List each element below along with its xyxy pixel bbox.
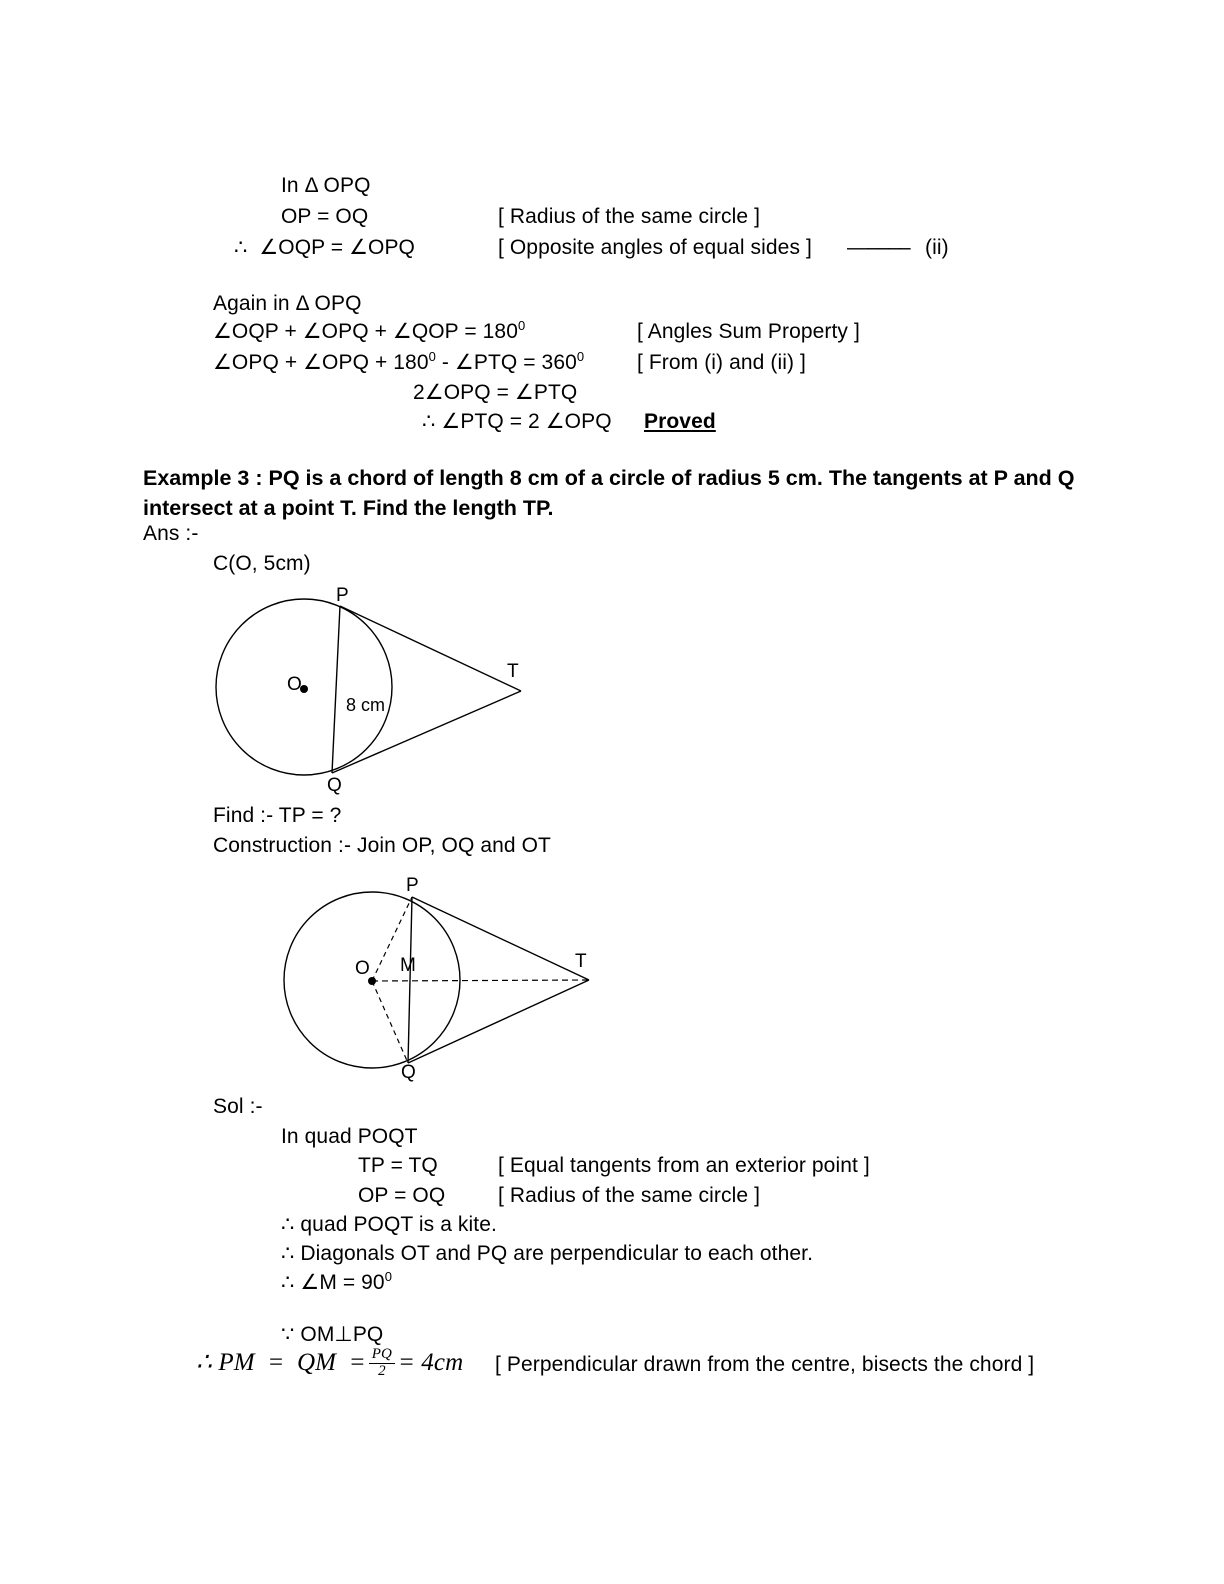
sol-kite-conclusion: ∴ quad POQT is a kite. <box>281 1213 497 1236</box>
sol-reason-perpendicular-bisects-chord: [ Perpendicular drawn from the centre, bisects the chord ] <box>495 1353 1035 1376</box>
fraction-denominator: 2 <box>369 1363 395 1380</box>
tangent-pt-line <box>340 606 521 691</box>
circle-tangent-construction-diagram <box>270 870 620 1085</box>
final-equation-suffix: = 4cm <box>397 1348 464 1376</box>
sol-op-eq-oq: OP = OQ <box>358 1184 446 1207</box>
sol-angle-m-ninety <box>281 1270 392 1296</box>
proof-reason-opposite-angles: [ Opposite angles of equal sides ] <box>498 236 812 259</box>
sol-reason-equal-tangents: [ Equal tangents from an exterior point ] <box>498 1154 870 1177</box>
diagram1-label-o: O <box>287 674 302 695</box>
example-statement: Example 3 : PQ is a chord of length 8 cm of a circle of radius 5 cm. The tangents at P and Q intersect at a point T. Find the length TP. <box>143 466 1075 520</box>
angle-m-expression: ∴ ∠M = 90 <box>281 1271 385 1294</box>
diagram2-label-t: T <box>575 951 587 972</box>
given-circle-notation: C(O, 5cm) <box>213 552 311 575</box>
proof-line-again-in-triangle: Again in Δ OPQ <box>213 292 362 315</box>
proof-dash-connector: —–––– <box>847 236 910 259</box>
proof-line-angle-oqp-eq-opq: ∴ ∠OQP = ∠OPQ <box>234 236 415 259</box>
construction-ot-dashed-line <box>372 980 589 981</box>
sol-final-equation <box>196 1348 463 1381</box>
proof-line-in-triangle-opq: In Δ OPQ <box>281 174 371 197</box>
sol-label: Sol :- <box>213 1095 263 1118</box>
sol-reason-radius-same-circle: [ Radius of the same circle ] <box>498 1184 761 1207</box>
diagram2-label-o: O <box>355 958 370 979</box>
diagram1-label-q: Q <box>327 775 342 796</box>
proof-reason-from-i-and-ii: [ From (i) and (ii) ] <box>637 351 806 374</box>
chord-pq-line <box>408 897 412 1063</box>
diagram1-label-t: T <box>507 661 519 682</box>
diagram2-label-p: P <box>406 875 419 896</box>
tangent-pt-line <box>412 897 589 980</box>
sol-diagonals-perpendicular: ∴ Diagonals OT and PQ are perpendicular to each other. <box>281 1242 814 1265</box>
proof-line-op-eq-oq: OP = OQ <box>281 205 369 228</box>
proof-line-substitution <box>213 350 584 376</box>
chord-pq-line <box>332 606 340 773</box>
construction-oq-dashed-line <box>372 981 408 1063</box>
proof-line-angle-sum <box>213 319 525 345</box>
degree-superscript: 0 <box>517 318 526 333</box>
construction-line: Construction :- Join OP, OQ and OT <box>213 834 551 857</box>
final-equation-prefix: ∴ PM = QM = <box>196 1348 366 1376</box>
diagram1-label-p: P <box>336 585 349 606</box>
substitution-part-b: - ∠PTQ = 360 <box>435 351 577 374</box>
fraction-numerator: PQ <box>371 1346 392 1362</box>
sol-om-perp-pq: ∵ OM⊥PQ <box>281 1323 384 1346</box>
proof-line-conclusion: ∴ ∠PTQ = 2 ∠OPQ <box>422 410 612 433</box>
circle-tangent-diagram <box>190 575 570 805</box>
angle-sum-expression: ∠OQP + ∠OPQ + ∠QOP = 180 <box>213 320 518 343</box>
pq-over-two-fraction <box>369 1347 395 1380</box>
degree-superscript: 0 <box>384 1269 393 1284</box>
sol-in-quad-poqt: In quad POQT <box>281 1125 418 1148</box>
proof-reason-radius-same-circle: [ Radius of the same circle ] <box>498 205 761 228</box>
proof-reference-ii: (ii) <box>925 236 949 259</box>
proof-line-two-angle-opq: 2∠OPQ = ∠PTQ <box>413 381 578 404</box>
degree-superscript: 0 <box>576 349 585 364</box>
degree-superscript: 0 <box>428 349 436 364</box>
ans-label: Ans :- <box>143 522 199 545</box>
proof-reason-angles-sum-property: [ Angles Sum Property ] <box>637 320 860 343</box>
proved-label: Proved <box>644 410 716 433</box>
diagram2-label-q: Q <box>401 1062 416 1083</box>
diagram1-label-chord-length: 8 cm <box>346 695 386 715</box>
diagram2-label-m: M <box>400 955 416 976</box>
tangent-qt-line <box>408 980 589 1063</box>
find-line: Find :- TP = ? <box>213 804 342 827</box>
substitution-part-a: ∠OPQ + ∠OPQ + 180 <box>213 351 429 374</box>
sol-tp-eq-tq: TP = TQ <box>358 1154 438 1177</box>
